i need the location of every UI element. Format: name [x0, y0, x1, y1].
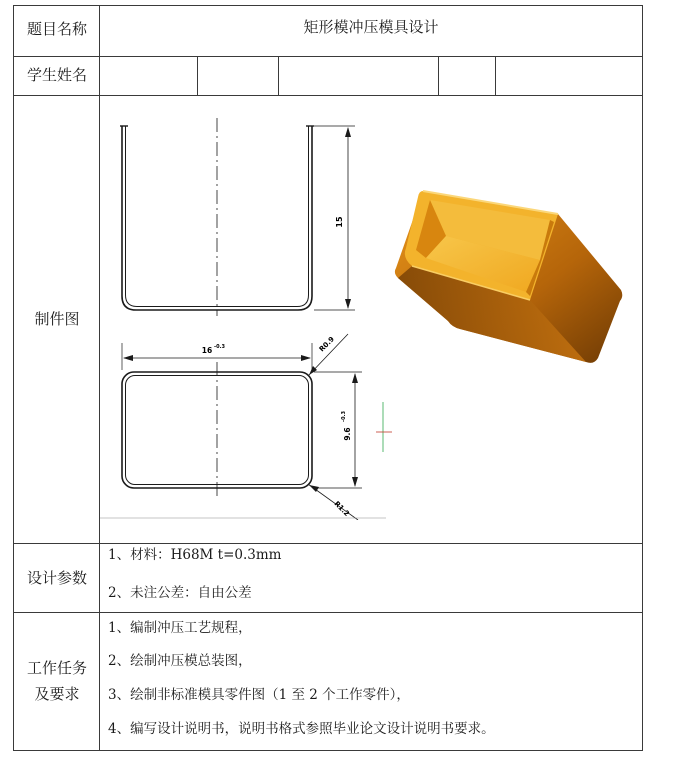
box-3d-render [388, 188, 638, 388]
params-label: 设计参数 [26, 569, 87, 587]
title-value: 矩形模冲压模具设计 [303, 18, 439, 36]
tasks-label-line1: 工作任务 [26, 659, 87, 677]
task-item-1: 1、编制冲压工艺规程， [108, 620, 252, 636]
drawing-label: 制件图 [34, 310, 80, 328]
dim-depth-tolerance: -0.3 [341, 411, 347, 422]
param-item-tolerance: 2、未注公差：自由公差 [108, 585, 252, 601]
dim-width-tolerance: -0.3 [214, 344, 225, 350]
student-cell-divider-3 [438, 56, 439, 95]
student-cell-divider-1 [197, 56, 198, 95]
student-label: 学生姓名 [26, 66, 87, 84]
student-cell-divider-2 [278, 56, 279, 95]
dim-width-label: 16 [201, 346, 213, 355]
dim-depth-label: 9.6 [343, 427, 352, 441]
technical-drawing [100, 100, 400, 520]
student-cell-divider-4 [495, 56, 496, 95]
dim-height-label: 15 [335, 216, 344, 228]
box-shape [395, 191, 622, 363]
row-divider-2 [13, 95, 643, 96]
table-border-top [13, 5, 643, 6]
radius-outer-label: R0.9 [317, 335, 336, 354]
task-item-4: 4、编写设计说明书，说明书格式参照毕业论文设计说明书要求。 [108, 721, 495, 737]
row-divider-4 [13, 612, 643, 613]
task-item-2: 2、绘制冲压模总装图， [108, 653, 252, 669]
tasks-label-line2: 及要求 [34, 685, 80, 703]
table-border-left [13, 5, 14, 751]
task-item-3: 3、绘制非标准模具零件图（1 至 2 个工作零件）， [108, 687, 410, 703]
title-label: 题目名称 [26, 20, 87, 38]
front-view [120, 118, 355, 316]
radius-inner-label: R1.2 [332, 499, 351, 518]
row-divider-3 [13, 543, 643, 544]
param-item-material: 1、材料：H68M t=0.3mm [108, 547, 282, 563]
top-view [100, 334, 392, 520]
row-divider-1 [13, 56, 643, 57]
table-border-right [642, 5, 643, 751]
row-divider-5 [13, 750, 643, 751]
